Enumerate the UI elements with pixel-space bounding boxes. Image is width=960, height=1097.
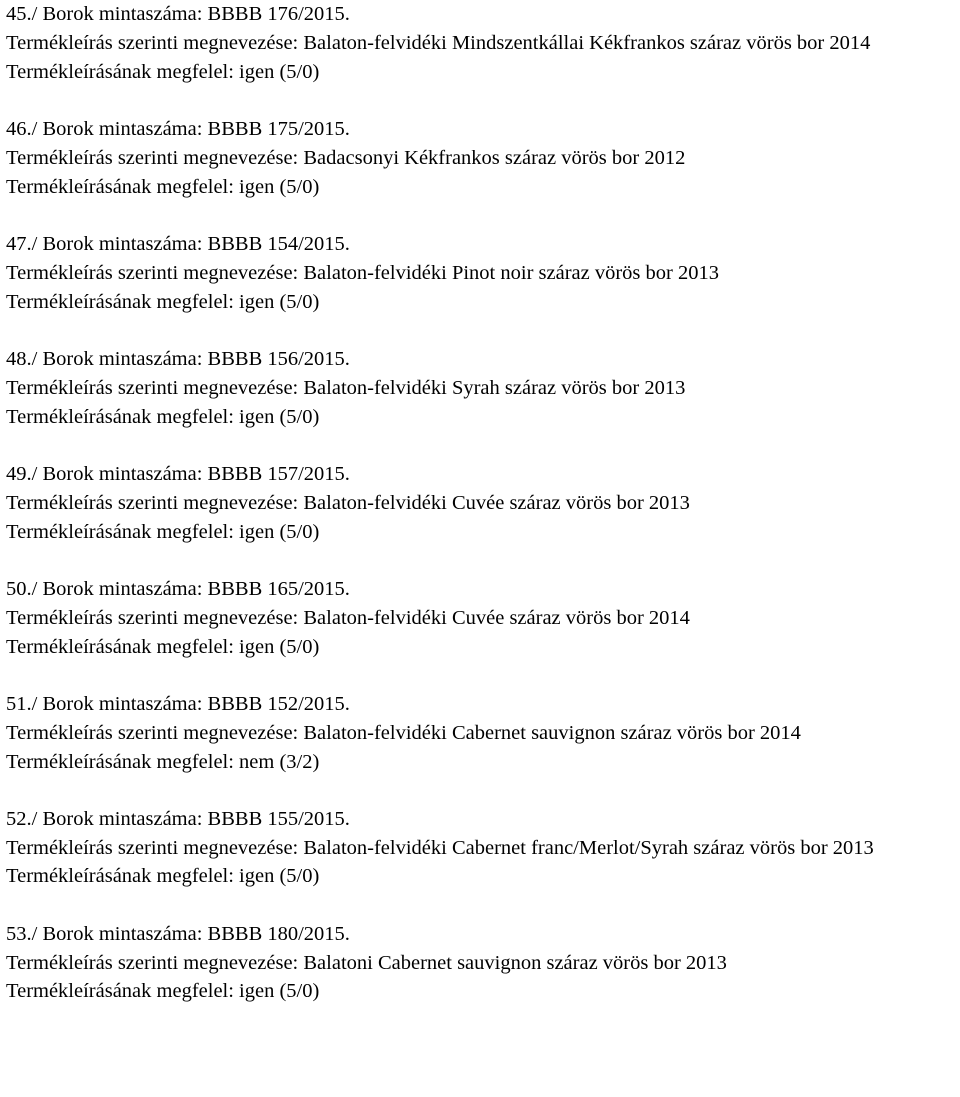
entry-description: Termékleírás szerinti megnevezése: Balaton-felvidéki Mindszentkállai Kékfrankos száraz vörös bor 2014 [6,31,871,54]
wine-entry-50 [6,575,956,661]
entry-header: 47./ Borok mintaszáma: BBBB 154/2015. [6,232,350,255]
entry-result: Termékleírásának megfelel: igen (5/0) [6,865,320,888]
entry-description: Termékleírás szerinti megnevezése: Balaton-felvidéki Syrah száraz vörös bor 2013 [6,376,686,399]
entry-header: 46./ Borok mintaszáma: BBBB 175/2015. [6,117,350,140]
entry-description: Termékleírás szerinti megnevezése: Balaton-felvidéki Cabernet sauvignon száraz vörös bor 2014 [6,721,801,744]
wine-entry-46 [6,115,956,201]
entry-description: Termékleírás szerinti megnevezése: Balaton-felvidéki Cuvée száraz vörös bor 2014 [6,606,690,629]
entry-result: Termékleírásának megfelel: nem (3/2) [6,750,320,773]
entry-header: 49./ Borok mintaszáma: BBBB 157/2015. [6,462,350,485]
entry-result: Termékleírásának megfelel: igen (5/0) [6,635,320,658]
entry-header: 51./ Borok mintaszáma: BBBB 152/2015. [6,692,350,715]
wine-entry-51 [6,690,956,776]
wine-entry-45 [6,0,956,86]
entry-result: Termékleírásának megfelel: igen (5/0) [6,290,320,313]
entry-description: Termékleírás szerinti megnevezése: Balaton-felvidéki Cuvée száraz vörös bor 2013 [6,491,690,514]
wine-entry-49 [6,460,956,546]
entry-result: Termékleírásának megfelel: igen (5/0) [6,175,320,198]
wine-entry-47 [6,230,956,316]
entry-description: Termékleírás szerinti megnevezése: Balatoni Cabernet sauvignon száraz vörös bor 2013 [6,951,727,974]
wine-entry-52 [6,805,956,891]
entry-header: 50./ Borok mintaszáma: BBBB 165/2015. [6,577,350,600]
entry-result: Termékleírásának megfelel: igen (5/0) [6,980,320,1003]
wine-entry-53 [6,920,956,1006]
entry-result: Termékleírásának megfelel: igen (5/0) [6,60,320,83]
entry-result: Termékleírásának megfelel: igen (5/0) [6,405,320,428]
entry-description: Termékleírás szerinti megnevezése: Badacsonyi Kékfrankos száraz vörös bor 2012 [6,146,686,169]
entry-result: Termékleírásának megfelel: igen (5/0) [6,520,320,543]
wine-entry-48 [6,345,956,431]
entry-header: 53./ Borok mintaszáma: BBBB 180/2015. [6,922,350,945]
entry-header: 45./ Borok mintaszáma: BBBB 176/2015. [6,3,350,25]
document-body [6,0,956,1035]
entry-header: 48./ Borok mintaszáma: BBBB 156/2015. [6,347,350,370]
entry-header: 52./ Borok mintaszáma: BBBB 155/2015. [6,807,350,830]
entry-description: Termékleírás szerinti megnevezése: Balaton-felvidéki Pinot noir száraz vörös bor 2013 [6,261,719,284]
entry-description: Termékleírás szerinti megnevezése: Balaton-felvidéki Cabernet franc/Merlot/Syrah száraz vörös bor 2013 [6,836,874,859]
